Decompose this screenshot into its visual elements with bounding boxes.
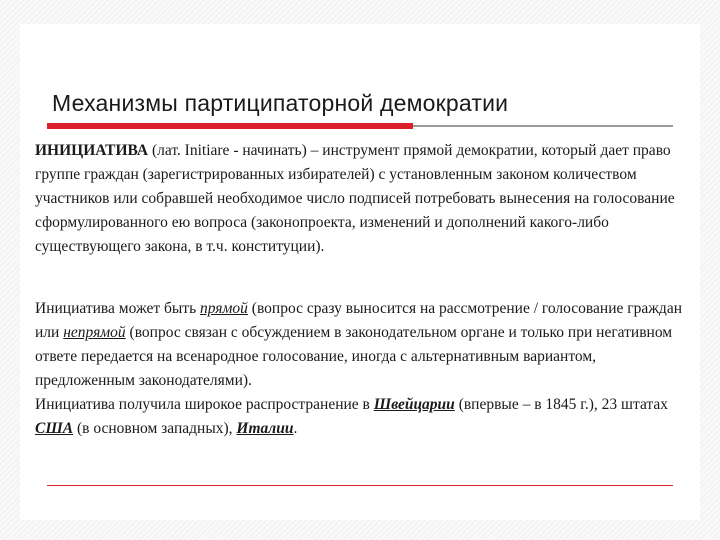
title-accent-rule bbox=[47, 123, 413, 129]
title-divider-rule bbox=[413, 125, 673, 127]
footer-rule bbox=[47, 485, 673, 486]
spread-text-1: Инициатива получила широкое распространение в bbox=[35, 396, 374, 413]
paragraph-spread bbox=[35, 393, 695, 441]
spread-text-2: (впервые – в 1845 г.), 23 штатах bbox=[454, 396, 669, 413]
country-italy: Италии bbox=[236, 420, 294, 437]
spread-text-3: (в основном западных), bbox=[73, 420, 237, 437]
types-text-3: (вопрос связан с обсуждением в законодательном органе и только при негативном ответе передается на всенародное голосование, иногда с альтернативным вариантом, предложенным законодателями). bbox=[35, 324, 673, 389]
types-text-1: Инициатива может быть bbox=[35, 300, 201, 317]
term-direct: прямой bbox=[200, 300, 248, 317]
spread-text-4: . bbox=[293, 420, 298, 437]
slide-title: Механизмы партиципаторной демократии bbox=[52, 90, 509, 116]
definition-text: (лат. Initiare - начинать) – инструмент прямой демократии, который дает право группе граждан (зарегистрированных избирателей) с установленным законом количеством участников или собравшей необходимое число подписей потребовать вынесения на голосование сформулированного ею вопроса (законопроекта, изменений и дополнений какого-либо существующего закона, в т.ч. конституции). bbox=[35, 142, 675, 255]
paragraph-definition bbox=[35, 139, 695, 259]
country-usa: США bbox=[35, 420, 74, 437]
paragraph-types bbox=[35, 297, 695, 393]
term-indirect: непрямой bbox=[63, 324, 126, 341]
term-initiative: ИНИЦИАТИВА bbox=[35, 142, 149, 159]
types-text-2: (вопрос сразу выносится на рассмотрение / голосование граждан или bbox=[35, 300, 682, 341]
country-switzerland: Швейцарии bbox=[373, 396, 455, 413]
